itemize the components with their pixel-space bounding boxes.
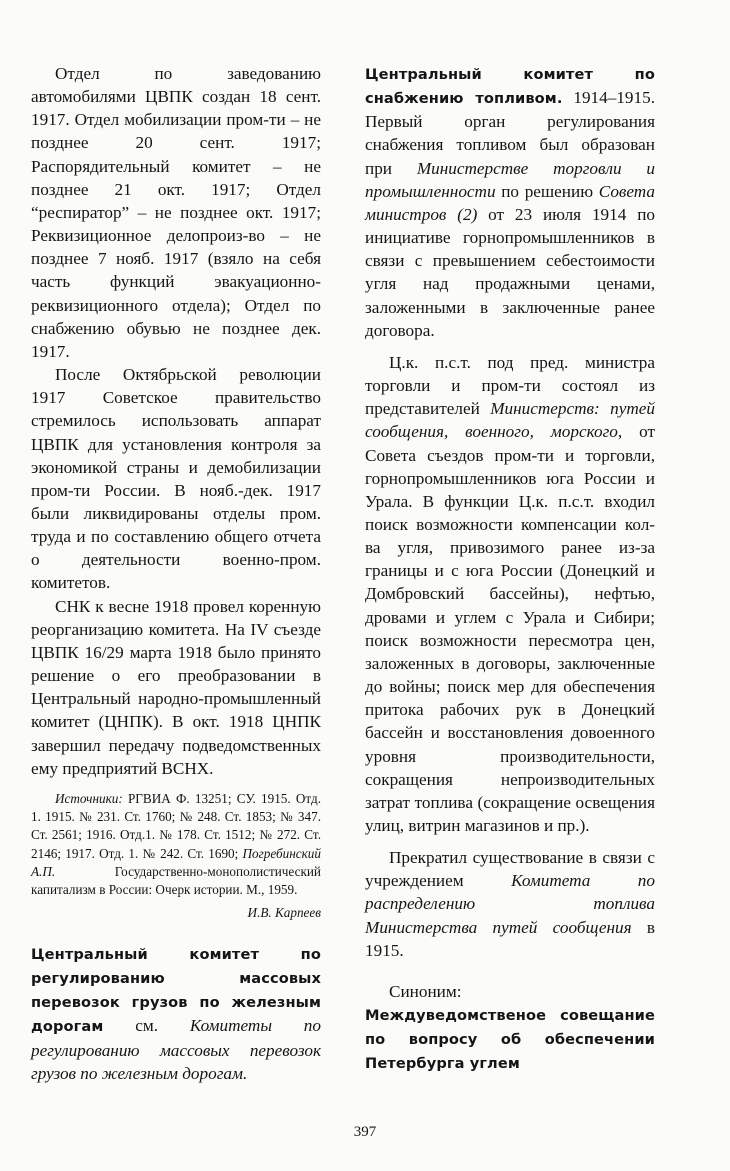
article-author: И.В. Карпеев xyxy=(247,904,321,920)
sources-label: Источники: xyxy=(55,790,123,806)
sources-author: Погребинский А.П. xyxy=(31,845,321,880)
sources-tail: Государственно-монополистический капитализм в России: Очерк истории. М., 1959. xyxy=(31,864,321,898)
sources-text: РГВИА Ф. 13251; СУ. 1915. Отд. 1. 1915. № 231. Ст. 1760; № 248. Ст. 1853; № 347. Ст. 2561; 1916. Отд.1. № 178. Ст. 1512; № 272. Ст. 2146; 1917. Отд. 1. № 242. Ст. 1690; xyxy=(31,790,321,861)
cross-reference-target: Комитеты по регулированию массовых перевозок грузов по железным дорогам. xyxy=(31,1016,321,1083)
entry-years: 1914–1915. xyxy=(562,88,656,108)
left-column xyxy=(31,62,321,1085)
entry-title: Центральный комитет по снабжению топливом. xyxy=(365,66,655,108)
entry-title: Центральный комитет по регулированию массовых перевозок грузов по железным дорогам xyxy=(31,945,321,1036)
synonym-term: Междуведомственое совещание по вопросу об обеспечении Петербурга углем xyxy=(365,1007,655,1073)
right-paragraph-2: Ц.к. п.с.т. под пред. министра торговли и пром-ти состоял из представителей Министерств: путей сообщения, военного, морского, от Совета съездов пром-ти и торговли, горнопромышленников юга России и Урала. В функции Ц.к. п.с.т. входил поиск возможности компенсации кол-ва угля, привозимого ранее из-за границы и с юга России (Донецкий и Домбровский бассейны), нефтью, дровами и углем с Урала и Сибири; поиск возможности пересмотра цен, заложенных в договоры, заключенные до войны; поиск мер для обеспечения притока рабочих рук в Донецкий бассейн и восстановления довоенного уровня производительности, сокращения непроизводительных затрат топлива (сокращение освещения улиц, витрин магазинов и пр.). xyxy=(365,352,655,835)
sources-note xyxy=(31,790,321,900)
page-number: 397 xyxy=(353,1124,377,1140)
right-column xyxy=(365,62,655,1076)
left-paragraph-1: Отдел по заведованию автомобилями ЦВПК создан 18 сент. 1917. Отдел мобилизации пром-ти – не позднее 20 сент. 1917; Распорядительный комитет – не позднее 21 окт. 1917; Отдел “респиратор” – не позднее окт. 1917; Реквизиционное делопроиз-во – не позднее 7 нояб. 1917 (взяло на себя часть функций эвакуационно-реквизиционного отдела); Отдел по снабжению обувью не позднее дек. 1917. xyxy=(31,64,321,361)
entry-heading-paragraph: Центральный комитет по снабжению топливом. 1914–1915. Первый орган регулирования снабжения топливом был образован при Министерстве торговли и промышленности по решению Совета министров (2) от 23 июля 1914 по инициативе горнопромышленников в связи с превышением себестоимости угля над продажными ценами, заложенными в заключенные ранее договора. xyxy=(365,66,656,340)
left-paragraph-3: СНК к весне 1918 провел коренную реорганизацию комитета. На IV съезде ЦВПК 16/29 марта 1918 было принято решение о его преобразовании в Центральный народно-промышленный комитет (ЦНПК). В окт. 1918 ЦНПК завершил передачу подведомственных ему предприятий ВСНХ. xyxy=(31,596,321,778)
see-word: см. xyxy=(103,1016,190,1036)
left-paragraph-2: После Октябрьской революции 1917 Советское правительство стремилось использовать аппарат ЦВПК для установления контроля за экономикой страны и демобилизации пром-ти России. В нояб.-дек. 1917 были ликвидированы отделы пром. труда и по составлению общего отчета о деятельности военно-пром. комитетов. xyxy=(31,365,321,593)
synonym-label: Синоним: xyxy=(389,981,462,1001)
cross-reference-entry xyxy=(31,942,321,1085)
right-paragraph-3: Прекратил существование в связи с учреждением Комитета по распределению топлива Министерства путей сообщения в 1915. xyxy=(365,848,655,960)
